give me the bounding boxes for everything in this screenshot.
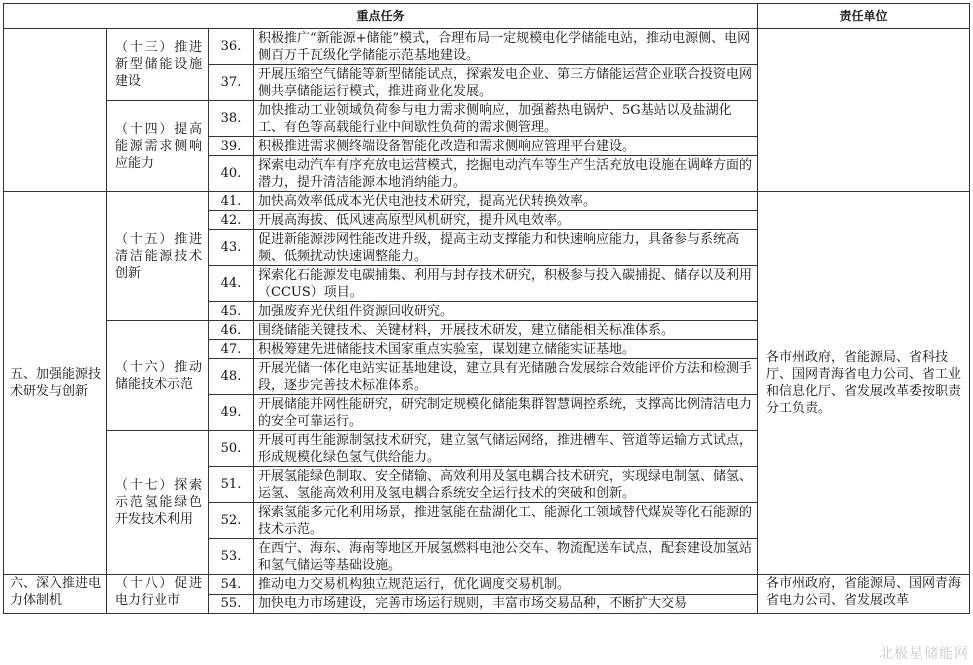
task-number: 39. [209, 137, 254, 156]
task-number: 55. [209, 594, 254, 614]
task-number: 52. [209, 503, 254, 539]
task-text: 推动电力交易机构独立规范运行，优化调度交易机制。 [254, 575, 758, 595]
responsible-cell [758, 29, 970, 192]
task-text: 促进新能源涉网性能改进升级，提高主动支撑能力和快速响应能力，具备参与系统高频、低频扰动快速调整能力。 [254, 230, 758, 266]
table-row [4, 575, 970, 595]
task-number: 43. [209, 230, 254, 266]
task-text: 开展氢能绿色制取、安全储输、高效利用及氢电耦合技术研究，实现绿电制氢、储氢、运氢、氢能高效利用及氢电耦合系统安全运行技术的突破和创新。 [254, 467, 758, 503]
task-text: 开展光储一体化电站实证基地建设，建立具有光储融合发展综合效能评价方法和检测手段，逐步完善技术标准体系。 [254, 359, 758, 395]
category-cell [4, 575, 107, 614]
task-number: 46. [209, 321, 254, 340]
subtask-cell: （十五）推进清洁能源技术创新 [107, 192, 209, 321]
task-number: 41. [209, 192, 254, 211]
task-text: 探索电动汽车有序充放电运营模式，挖掘电动汽车等生产生活充放电设施在调峰方面的潜力，提升清洁能源本地消纳能力。 [254, 156, 758, 192]
task-number: 36. [209, 29, 254, 65]
task-text: 积极推广“新能源+储能”模式，合理布局一定规模电化学储能电站，推动电源侧、电网侧百万千瓦级化学储能示范基地建设。 [254, 29, 758, 65]
task-number: 54. [209, 575, 254, 595]
task-number: 42. [209, 211, 254, 230]
task-text: 围绕储能关键技术、关键材料，开展技术研发，建立储能相关标准体系。 [254, 321, 758, 340]
task-text: 探索氢能多元化利用场景，推进氢能在盐湖化工、能源化工领域替代煤炭等化石能源的技术示范。 [254, 503, 758, 539]
task-number: 38. [209, 101, 254, 137]
table-row [4, 29, 970, 65]
responsible-cell: 各市州政府，省能源局、省科技厅、国网青海省电力公司、省工业和信息化厅、省发展改革委按职责分工负责。 [758, 192, 970, 575]
task-number: 49. [209, 395, 254, 431]
subtask-cell [107, 575, 209, 614]
subtask-text: （十八）促进电力行业市 [115, 576, 202, 608]
category-text: 六、深入推进电力体制机 [10, 576, 102, 608]
category-cell: 五、加强能源技术研发与创新 [4, 192, 107, 575]
task-text: 在西宁、海东、海南等地区开展氢燃料电池公交车、物流配送车试点，配套建设加氢站和氢气储运等基础设施。 [254, 539, 758, 575]
responsible-text: 各市州政府，省能源局、国网青海省电力公司、省发展改革 [766, 576, 962, 608]
task-text: 积极推进需求侧终端设备智能化改造和需求侧响应管理平台建设。 [254, 137, 758, 156]
task-text: 开展储能并网性能研究，研究制定规模化储能集群智慧调控系统，支撑高比例清洁电力的安全可靠运行。 [254, 395, 758, 431]
task-text: 加强废弃光伏组件资源回收研究。 [254, 302, 758, 321]
task-number: 40. [209, 156, 254, 192]
task-text: 开展可再生能源制氢技术研究，建立氢气储运网络，推进槽车、管道等运输方式试点，形成规模化绿色氢气供给能力。 [254, 431, 758, 467]
task-text: 开展高海拔、低风速高原型风机研究，提升风电效率。 [254, 211, 758, 230]
task-text: 开展压缩空气储能等新型储能试点，探索发电企业、第三方储能运营企业联合投资电网侧共享储能运行模式，推进商业化发展。 [254, 65, 758, 101]
task-text-content: 加快电力市场建设，完善市场运行规则，丰富市场交易品种，不断扩大交易 [258, 596, 688, 612]
watermark: 北极星储能网 [879, 646, 969, 662]
task-text: 加快高效率低成本光伏电池技术研究，提高光伏转换效率。 [254, 192, 758, 211]
task-text: 积极筹建先进储能技术国家重点实验室，谋划建立储能实证基地。 [254, 340, 758, 359]
header-tasks: 重点任务 [4, 4, 758, 29]
subtask-cell: （十七）探索示范氢能绿色开发技术利用 [107, 431, 209, 575]
key-tasks-table [3, 3, 970, 614]
task-number: 44. [209, 266, 254, 302]
task-number: 50. [209, 431, 254, 467]
task-text [254, 594, 758, 614]
responsible-cell [758, 575, 970, 614]
category-cell [4, 29, 107, 192]
task-number: 45. [209, 302, 254, 321]
task-number: 51. [209, 467, 254, 503]
subtask-cell: （十六）推动储能技术示范 [107, 321, 209, 431]
task-number: 48. [209, 359, 254, 395]
task-text: 加快推动工业领域负荷参与电力需求侧响应，加强蓄热电锅炉、5G基站以及盐湖化工、有色等高载能行业中间歇性负荷的需求侧管理。 [254, 101, 758, 137]
header-responsible: 责任单位 [758, 4, 970, 29]
task-number: 37. [209, 65, 254, 101]
subtask-cell: （十四）提高能源需求侧响应能力 [107, 101, 209, 192]
task-text: 探索化石能源发电碳捕集、利用与封存技术研究，积极参与投入碳捕捉、储存以及利用（CCUS）项目。 [254, 266, 758, 302]
task-number: 53. [209, 539, 254, 575]
table-row [4, 192, 970, 211]
task-number: 47. [209, 340, 254, 359]
subtask-cell: （十三）推进新型储能设施建设 [107, 29, 209, 101]
